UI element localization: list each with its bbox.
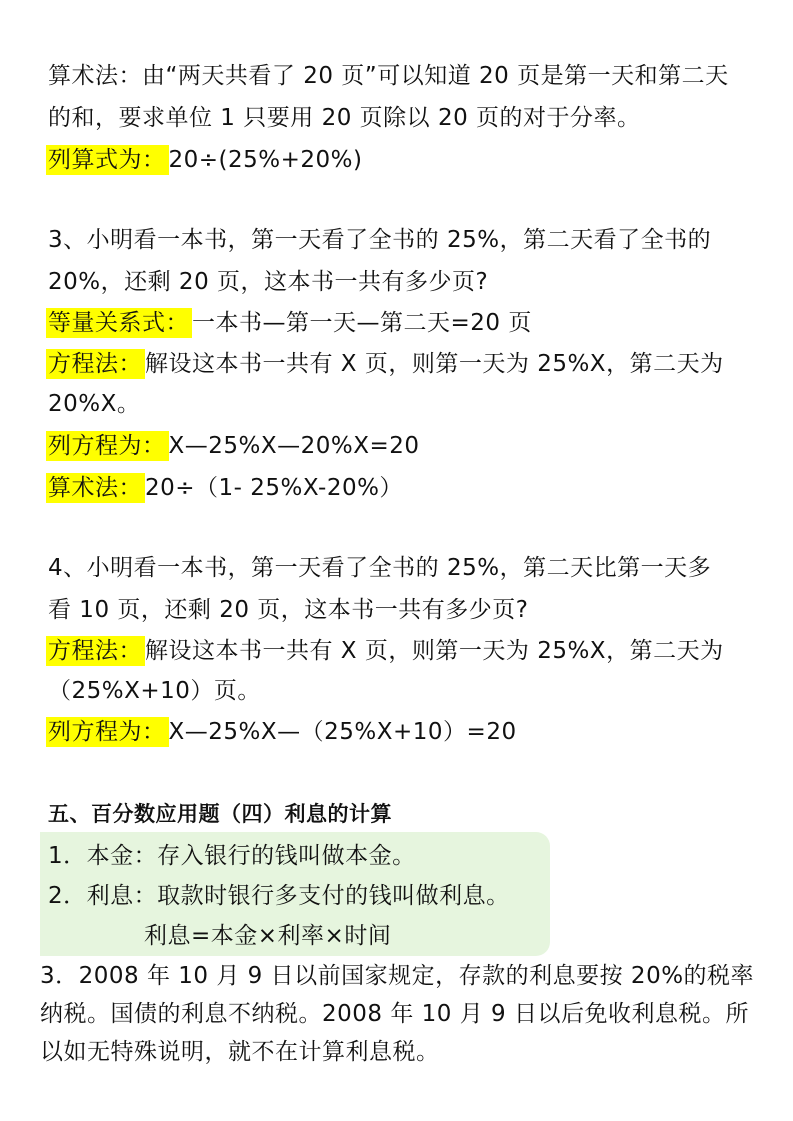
q4-equation-setup: 解设这本书一共有 X 页，则第一天为 25%X，第二天为 — [145, 638, 724, 664]
q4-line-3 — [48, 633, 724, 669]
q3-line-7 — [48, 470, 403, 506]
q3-arith-formula: 20÷（1- 25%X-20%） — [145, 475, 403, 501]
q3-equation-setup: 解设这本书一共有 X 页，则第一天为 25%X，第二天为 — [145, 351, 724, 377]
highlight-label: 算术法： — [46, 473, 145, 503]
definition-interest: 2．利息：取款时银行多支付的钱叫做利息。 — [48, 883, 510, 909]
q3-line-3 — [48, 305, 532, 341]
section-heading: 五、百分数应用题（四）利息的计算 — [48, 802, 392, 826]
line-arith-2: 的和，要求单位 1 只要用 20 页除以 20 页的对于分率。 — [48, 105, 641, 131]
line-formula — [48, 142, 363, 178]
highlight-label: 列方程为： — [46, 717, 169, 747]
q3-line-1: 3、小明看一本书，第一天看了全书的 25%，第二天看了全书的 — [48, 227, 712, 253]
q4-line-5 — [48, 714, 517, 750]
highlight-label: 列方程为： — [46, 431, 169, 461]
formula-text: 20÷(25%+20%) — [168, 147, 363, 173]
q4-line-4: （25%X+10）页。 — [48, 678, 261, 704]
interest-formula: 利息=本金×利率×时间 — [144, 923, 392, 949]
q3-line-2: 20%，还剩 20 页，这本书一共有多少页? — [48, 269, 489, 295]
q4-line-2: 看 10 页，还剩 20 页，这本书一共有多少页? — [48, 597, 529, 623]
q3-line-5: 20%X。 — [48, 391, 141, 417]
highlight-label: 方程法： — [46, 636, 145, 666]
highlight-label: 列算式为： — [46, 145, 169, 175]
highlight-label: 方程法： — [46, 349, 145, 379]
q4-equation: X—25%X—（25%X+10）=20 — [168, 719, 517, 745]
tax-paragraph-line-1: 3．2008 年 10 月 9 日以前国家规定，存款的利息要按 20%的税率 — [40, 963, 755, 989]
definition-box — [40, 832, 550, 956]
highlight-label: 等量关系式： — [46, 308, 192, 338]
tax-paragraph-line-2: 纳税。国债的利息不纳税。2008 年 10 月 9 日以后免收利息税。所 — [40, 1001, 749, 1027]
tax-paragraph-line-3: 以如无特殊说明，就不在计算利息税。 — [40, 1039, 440, 1065]
q3-relation-text: 一本书—第一天—第二天=20 页 — [192, 310, 532, 336]
q3-line-4 — [48, 346, 724, 382]
q3-line-6 — [48, 428, 420, 464]
line-arith-1: 算术法：由“两天共看了 20 页”可以知道 20 页是第一天和第二天 — [48, 63, 729, 89]
definition-principal: 1．本金：存入银行的钱叫做本金。 — [48, 843, 416, 869]
q3-equation: X—25%X—20%X=20 — [168, 433, 420, 459]
q4-line-1: 4、小明看一本书，第一天看了全书的 25%，第二天比第一天多 — [48, 555, 712, 581]
